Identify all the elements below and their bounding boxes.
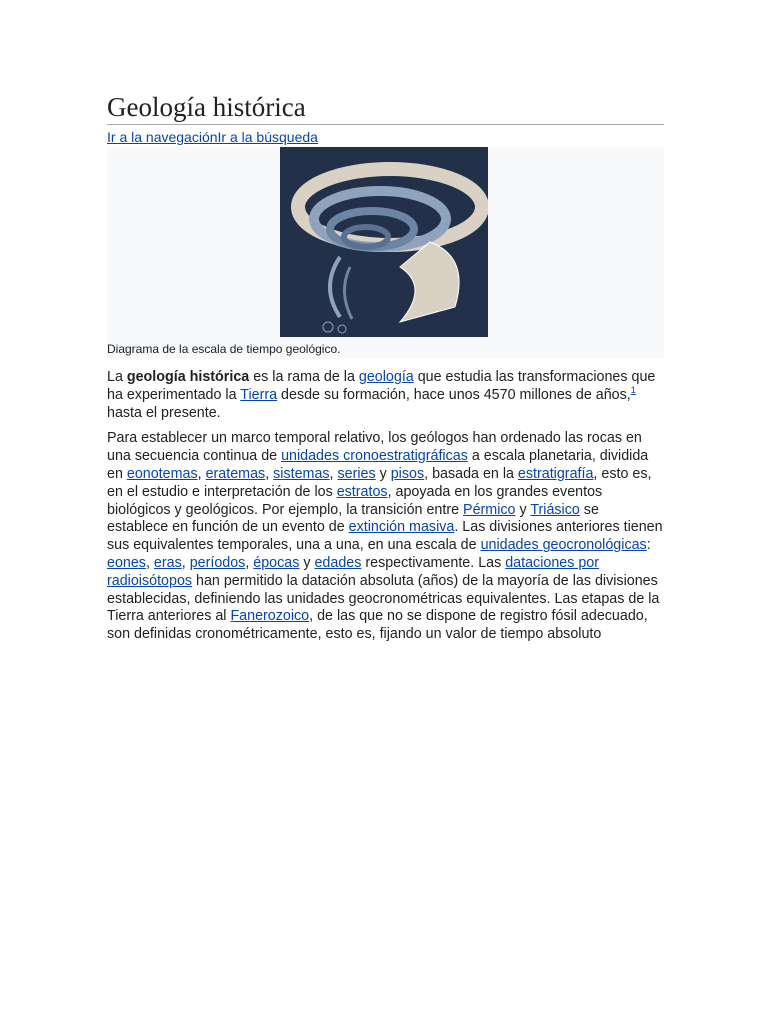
page-title: Geología histórica <box>107 90 664 125</box>
jump-to-navigation-link[interactable]: Ir a la navegación <box>107 129 218 145</box>
text: Para establecer un marco temporal relativo, los geólogos han ordenado las rocas en una secuencia continua de <box>107 430 642 465</box>
body-paragraph <box>107 430 664 644</box>
figure <box>107 147 664 359</box>
link-epocas[interactable]: épocas <box>253 554 300 571</box>
text: y <box>515 501 531 518</box>
link-estratos[interactable]: estratos <box>336 483 388 500</box>
intro-paragraph <box>107 369 664 422</box>
text: , <box>197 465 206 482</box>
text: a escala planetaria, dividida en <box>107 448 649 482</box>
link-unidades-geocronologicas[interactable]: unidades geocronológicas <box>480 537 647 554</box>
text: se establece en función de un evento de <box>107 501 599 536</box>
link-geologia[interactable]: geología <box>358 369 414 385</box>
text: , <box>265 465 274 482</box>
text: han permitido la datación absoluta (años) de la mayoría de las divisiones establecidas, definiendo las unidades geocronométricas equivalentes. Las etapas de la Tierra anteriores al <box>107 572 660 625</box>
text: respectivamente. Las <box>361 554 506 571</box>
reference-link[interactable]: 1 <box>630 385 636 396</box>
text: , de las que no se dispone de registro fósil adecuado, son definidas cronométricamente, esto es, fijando un valor de tiempo absoluto <box>107 608 648 643</box>
geologic-time-spiral-image[interactable] <box>280 147 488 337</box>
link-eones[interactable]: eones <box>107 554 146 571</box>
link-eratemas[interactable]: eratemas <box>205 465 266 482</box>
link-extincion-masiva[interactable]: extinción masiva <box>348 519 455 536</box>
text: , <box>181 554 190 571</box>
link-unidades-cronoestratigraficas[interactable]: unidades cronoestratigráficas <box>281 448 468 465</box>
text: , basada en la <box>424 465 518 482</box>
link-series[interactable]: series <box>337 465 376 482</box>
bold-term: geología histórica <box>126 369 250 385</box>
figure-caption: Diagrama de la escala de tiempo geológico. <box>107 342 341 356</box>
text: que estudia las transformaciones que ha experimentado la <box>107 369 656 403</box>
link-edades[interactable]: edades <box>314 554 362 571</box>
text: , esto es, en el estudio e interpretación de los <box>107 465 652 500</box>
text: hasta el presente. <box>107 404 221 421</box>
text: y <box>299 554 315 571</box>
link-pisos[interactable]: pisos <box>390 465 425 482</box>
link-sistemas[interactable]: sistemas <box>273 465 330 482</box>
article <box>107 90 664 644</box>
text: : <box>646 537 651 554</box>
link-eonotemas[interactable]: eonotemas <box>126 465 198 482</box>
link-estratigrafia[interactable]: estratigrafía <box>517 465 594 482</box>
link-periodos[interactable]: períodos <box>189 554 246 571</box>
text: La <box>107 369 127 385</box>
text: , <box>145 554 154 571</box>
link-triasico[interactable]: Triásico <box>530 501 580 518</box>
text: , <box>329 465 338 482</box>
text: y <box>375 465 391 482</box>
link-dataciones-por-radioisotopos[interactable]: dataciones por radioisótopos <box>107 554 600 589</box>
geologic-time-spiral-icon <box>280 147 488 337</box>
jump-links <box>107 127 664 147</box>
link-tierra[interactable]: Tierra <box>240 386 278 403</box>
text: , <box>245 554 254 571</box>
link-permico[interactable]: Pérmico <box>463 501 516 518</box>
link-fanerozoico[interactable]: Fanerozoico <box>230 608 310 625</box>
jump-to-search-link[interactable]: Ir a la búsqueda <box>217 129 318 145</box>
text: . Las divisiones anteriores tienen sus equivalentes temporales, una a una, en una escala de <box>107 519 663 554</box>
text: , apoyada en los grandes eventos biológicos y geológicos. Por ejemplo, la transición entre <box>107 483 603 518</box>
link-eras[interactable]: eras <box>153 554 182 571</box>
text: es la rama de la <box>249 369 359 385</box>
text: desde su formación, hace unos 4570 millones de años, <box>277 386 631 403</box>
